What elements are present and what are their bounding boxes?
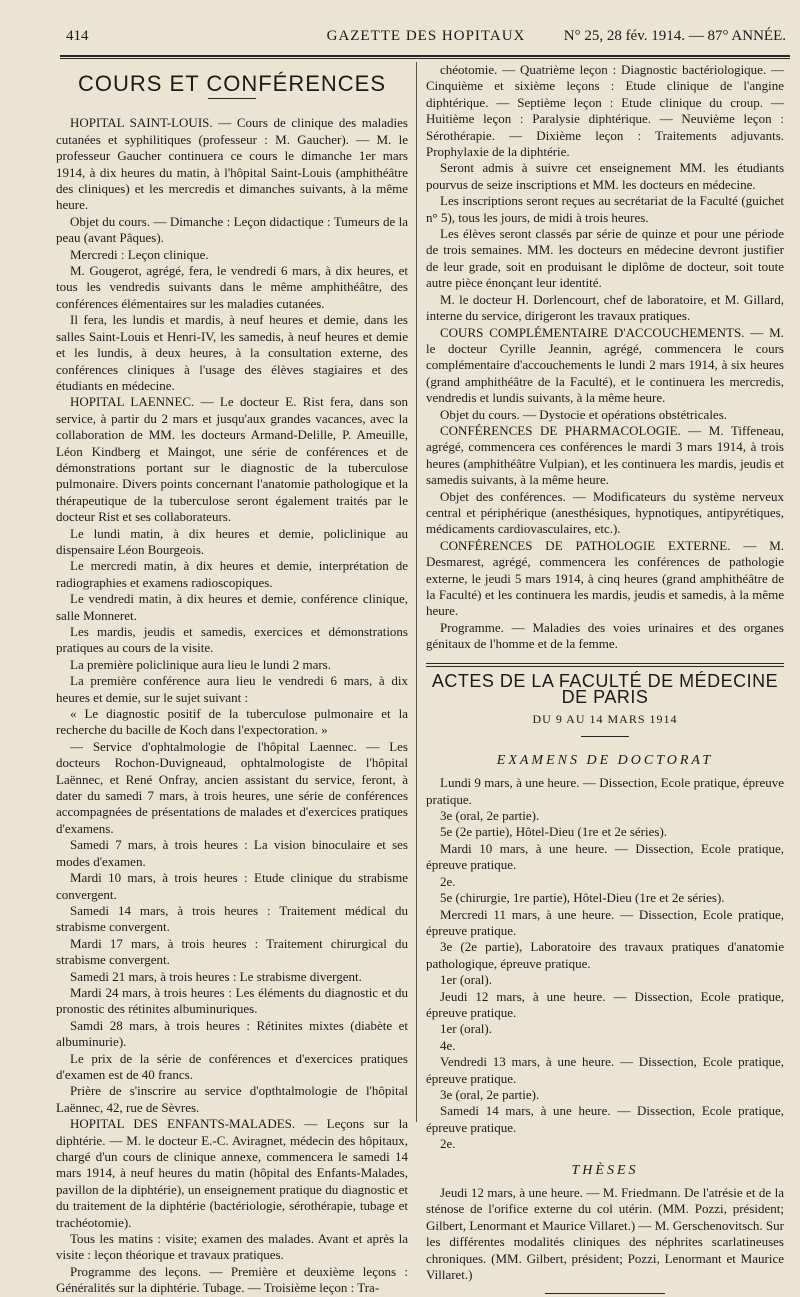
exam-entry: 1er (oral). [440,972,492,988]
acts-title: ACTES DE LA FACULTÉ DE MÉDECINE DE PARIS [431,670,779,708]
paragraph: CONFÉRENCES DE PHARMACOLOGIE. — M. Tiffeneau, agrégé, commencera ces conférences le mardi 3 mars 1914, à trois heures (amphithéâtre Vulpian), et les continuera les mardis, jeudis et samedis suivants, à la même heure. [426,422,784,488]
exam-entry: Mercredi 11 mars, à une heure. — Dissection, Ecole pratique, épreuve pratique. [426,906,784,938]
exam-entry: 5e (2e partie), Hôtel-Dieu (1re et 2e séries). [440,824,668,840]
paragraph: Mercredi : Leçon clinique. [70,246,209,262]
journal-title: GAZETTE DES HOPITAUX [326,28,526,44]
paragraph: CONFÉRENCES DE PATHOLOGIE EXTERNE. — M. Desmarest, agrégé, commencera les conférences de pathologie externe, le jeudi 5 mars 1914, à cinq heures (grand amphithéâtre de la Faculté) et les continuera les mardis, jeudis et samedis, à la même heure. [426,537,784,619]
paragraph: Tous les matins : visite; examen des malades. Avant et après la visite : leçon théorique et travaux pratiques. [56,1231,408,1263]
paragraph: La première policlinique aura lieu le lundi 2 mars. [70,656,331,672]
acts-short-rule [581,736,629,737]
exam-entry: 2e. [440,873,456,889]
paragraph: La première conférence aura lieu le vendredi 6 mars, à dix heures et demie, sur le sujet suivant : [56,673,408,705]
paragraph: Le prix de la série de conférences et d'exercices pratiques d'examen est de 40 francs. [56,1050,408,1082]
paragraph: Le vendredi matin, à dix heures et demie, conférence clinique, salle Monneret. [56,591,408,623]
exam-entry: 3e (oral, 2e partie). [440,808,540,824]
acts-rule [426,663,784,664]
paragraph: Programme. — Maladies des voies urinaires et des organes génitaux de l'homme et de la femme. [426,619,784,652]
paragraph: Objet du cours. — Dimanche : Leçon didactique : Tumeurs de la peau (avant Pâques). [56,213,408,246]
paragraph: Le lundi matin, à dix heures et demie, policlinique au dispensaire Léon Bourgeois. [56,525,408,557]
exam-entry: 1er (oral). [440,1021,492,1037]
paragraph: Objet des conférences. — Modificateurs du système nerveux central et périphérique (anesthésiques, hypnotiques, antipyrétiques, médicaments cardiovasculaires, etc.). [426,488,784,537]
closing-ornament [545,1293,665,1294]
exam-entry: Lundi 9 mars, à une heure. — Dissection, Ecole pratique, épreuve pratique. [426,775,784,807]
paragraph: « Le diagnostic positif de la tuberculose pulmonaire et la recherche du bacille de Koch dans l'expectoration. » [56,706,408,738]
paragraph: COURS COMPLÉMENTAIRE D'ACCOUCHEMENTS. — M. le docteur Cyrille Jeannin, agrégé, commencera le cours complémentaire d'accouchements le lundi 2 mars 1914, à six heures (grand amphithéâtre de la Faculté), et le continuera les mercredis, vendredis et lundis suivants, à la même heure. [426,324,784,406]
right-column [426,62,784,1294]
exams-heading: EXAMENS DE DOCTORAT [496,752,714,768]
right-paragraphs [426,62,784,653]
paragraph: Samdi 28 mars, à trois heures : Rétinites mixtes (diabète et albuminurie). [56,1017,408,1050]
paragraph: — Service d'ophtalmologie de l'hôpital Laennec. — Les docteurs Rochon-Duvigneaud, ophtalmologiste de l'hôpital Laënnec, et René Onfray, ancien assistant du service, feront, à dater du samedi 7 mars, à trois heures, une série de conférences accompagnées de présentations de malades et d'exercices pratiques d'examens. [56,738,408,836]
paragraph: Mardi 24 mars, à trois heures : Les éléments du diagnostic et du pronostic des rétinites albuminuriques. [56,984,408,1017]
paragraph: Seront admis à suivre cet enseignement MM. les étudiants pourvus de seize inscriptions et MM. les docteurs en médecine. [426,160,784,192]
exam-entry: 2e. [440,1136,456,1152]
exam-entry: Jeudi 12 mars, à une heure. — Dissection, Ecole pratique, épreuve pratique. [426,988,784,1020]
acts-date-range: DU 9 AU 14 MARS 1914 [532,712,678,727]
paragraph: Samedi 14 mars, à trois heures : Traitement médical du strabisme convergent. [56,902,408,935]
paragraph: Programme des leçons. — Première et deuxième leçons : Généralités sur la diphtérie. Tubage. — Troisième leçon : Tra- [56,1263,408,1296]
exam-entry: 3e (oral, 2e partie). [440,1086,540,1102]
paragraph: Les élèves seront classés par série de quinze et pour une période de trois semaines. MM. les docteurs en médecine devront justifier de leur grade, soit en produisant le diplôme de docteur, soit toute autre pièce énonçant leur identité. [426,226,784,291]
theses-heading: THÈSES [571,1162,639,1178]
exam-entry: 3e (2e partie), Laboratoire des travaux pratiques d'anatomie pathologique, épreuve pratique. [426,939,784,971]
paragraph: Les mardis, jeudis et samedis, exercices et démonstrations pratiques au cours de la visite. [56,624,408,656]
paragraph: Mardi 10 mars, à trois heures : Etude clinique du strabisme convergent. [56,870,408,902]
left-paragraphs [56,115,408,1296]
paragraph: HOPITAL DES ENFANTS-MALADES. — Leçons sur la diphtérie. — M. le docteur E.-C. Aviragnet, médecin des hôpitaux, chargé d'un cours de clinique annexe, commencera le samedi 14 mars 1914, à neuf heures du matin (hôpital des Enfants-Malades, pavillon de la diphtérie), un enseignement pratique du diagnostic et du traitement de la diphtérie (bactériologie, sérothérapie, tubage et trachéotomie). [56,1116,408,1230]
paragraph: Objet du cours. — Dystocie et opérations obstétricales. [440,406,728,422]
acts-rule-thin [426,666,784,667]
paragraph: chéotomie. — Quatrième leçon : Diagnostic bactériologique. — Cinquième et sixième leçons : Etude clinique de l'angine diphtérique. — Septième leçon : Etude clinique du croup. — Huitième leçon : Paralysie diphtérique. — Neuvième leçon : Sérothérapie. — Dixième leçon : Traitements adjuvants. Prophylaxie de la diphtérie. [426,62,784,160]
exam-entry: Samedi 14 mars, à une heure. — Dissection, Ecole pratique, épreuve pratique. [426,1103,784,1135]
exam-entry: Mardi 10 mars, à une heure. — Dissection, Ecole pratique, épreuve pratique. [426,840,784,873]
theses-list [426,1185,784,1283]
paragraph: Il fera, les lundis et mardis, à neuf heures et demie, dans les salles Saint-Louis et Henri-IV, les samedis, à neuf heures et demie et les lundis, à deux heures, à la consultation externe, des conférences cliniques à l'usage des élèves stagiaires et des étudiants en médecine. [56,312,408,393]
title-rule [208,98,256,99]
paragraph: Les inscriptions seront reçues au secrétariat de la Faculté (guichet n° 5), tous les jours, de midi à trois heures. [426,193,784,225]
exam-entry: 5e (chirurgie, 1re partie), Hôtel-Dieu (1re et 2e séries). [440,890,725,906]
header-rule-thin [60,58,790,59]
paragraph: Le mercredi matin, à dix heures et demie, interprétation de radiographies et examens radioscopiques. [56,558,408,590]
issue-info: N° 25, 28 fév. 1914. — 87° ANNÉE. [563,28,786,44]
paragraph: Samedi 7 mars, à trois heures : La vision binoculaire et ses modes d'examen. [56,837,408,869]
paragraph: Samedi 21 mars, à trois heures : Le strabisme divergent. [70,968,362,984]
left-column [56,62,408,1297]
exam-list [426,775,784,1152]
header-rule [60,55,790,57]
exam-entry: 4e. [440,1037,456,1053]
paragraph: Prière de s'inscrire au service d'opthtalmologie de l'hôpital Laënnec, 42, rue de Sèvres. [56,1083,408,1115]
paragraph: M. le docteur H. Dorlencourt, chef de laboratoire, et M. Gillard, interne du service, dirigeront les travaux pratiques. [426,291,784,324]
paragraph: HOPITAL LAENNEC. — Le docteur E. Rist fera, dans son service, à partir du 2 mars et jusqu'aux grandes vacances, avec la collaboration de MM. les docteurs Armand-Delille, P. Ameuille, Léon Kindberg et Maingot, une série de conférences et de démonstrations portant sur le diagnostic de la tuberculose pulmonaire. Divers points concernant l'anatomie pathologique et la thérapeutique de la tuberculose seront également traités par le docteur Rist et ses collaborateurs. [56,394,408,525]
paragraph: M. Gougerot, agrégé, fera, le vendredi 6 mars, à dix heures, et tous les vendredis suivants dans le même amphithéâtre, des conférences élémentaires sur les maladies cutanées. [56,263,408,311]
page-header [66,28,786,52]
paragraph: Mardi 17 mars, à trois heures : Traitement chirurgical du strabisme convergent. [56,935,408,968]
section-title: COURS ET CONFÉRENCES [77,71,387,96]
exam-entry: Vendredi 13 mars, à une heure. — Dissection, Ecole pratique, épreuve pratique. [426,1054,784,1086]
column-divider [416,62,417,1122]
paragraph: HOPITAL SAINT-LOUIS. — Cours de clinique des maladies cutanées et syphilitiques (professeur : M. Gaucher). — M. le professeur Gaucher continuera ce cours le dimanche 1er mars 1914, à dix heures du matin, à l'hôpital Saint-Louis (amphithéâtre des cliniques) et les mercredis et dimanches suivants, à la même heure. [56,115,408,213]
thesis-entry: Jeudi 12 mars, à une heure. — M. Friedmann. De l'atrésie et de la sténose de l'orifice externe du col utérin. (MM. Pozzi, président; Gilbert, Lenormant et Maurice Villaret.) — M. Gerschenovitsch. Sur les différentes modalités cliniques des néphrites scarlatineuses chroniques. (MM. Gilbert, président; Pozzi, Lenormant et Maurice Villaret.) [426,1185,784,1283]
page-number: 414 [66,28,89,44]
